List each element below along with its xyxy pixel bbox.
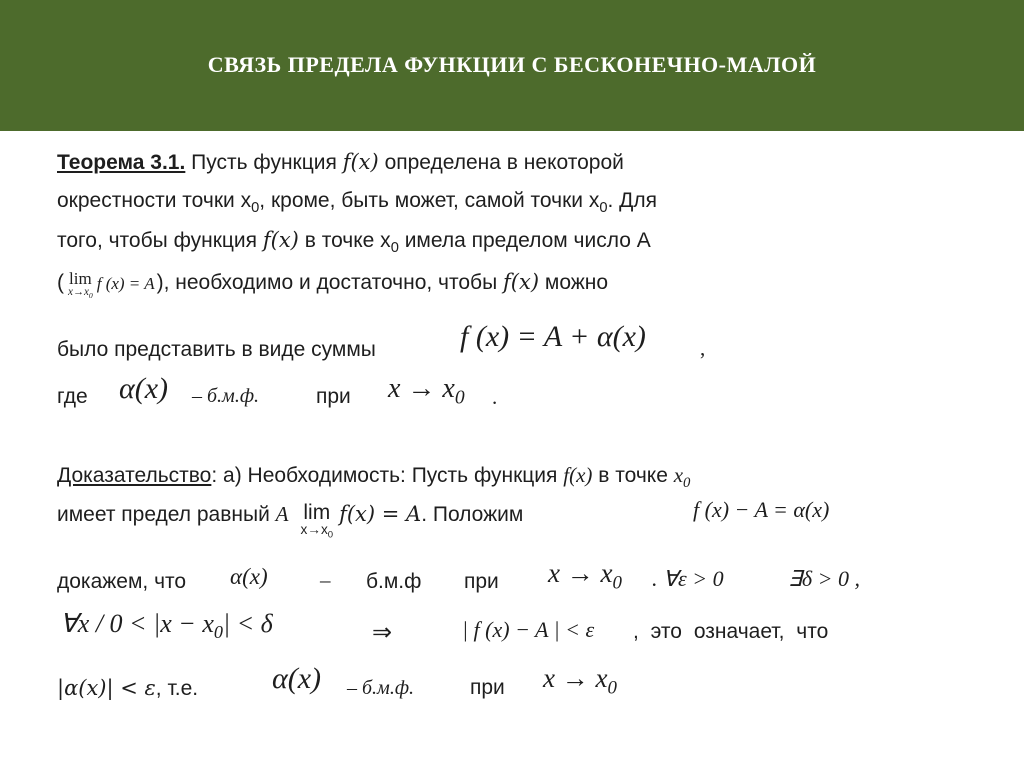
epsilon-condition: | f (x) − A | < ε	[462, 617, 595, 642]
pri-text: при	[316, 385, 351, 408]
math-fx: 𝑓(𝑥)	[342, 150, 379, 174]
theorem-text: можно	[539, 271, 609, 294]
formula-dot: .	[492, 385, 498, 409]
proof-text: : а) Необходимость: Пусть функция	[211, 464, 564, 487]
theorem-line-3	[57, 228, 651, 256]
lim-function: 𝑓(𝑥) = 𝐴	[339, 502, 422, 526]
limit-condition: $x \to x_0$	[388, 373, 465, 409]
lim-subscript: $x\to x_0$	[300, 522, 334, 541]
exists-delta: ∃δ > 0 ,	[788, 566, 860, 591]
theorem-text: было представить в виде суммы	[57, 338, 376, 361]
subscript: 0	[251, 200, 260, 217]
substitution-formula: f (x) − A = α(x)	[693, 497, 830, 522]
proof-text: , т.е.	[155, 677, 199, 700]
proof-text: в точке	[592, 464, 674, 487]
theorem-text: имела пределом число А	[398, 229, 651, 252]
math-fx: 𝑓(𝑥)	[262, 228, 299, 252]
page-title: СВЯЗЬ ПРЕДЕЛА ФУНКЦИИ С БЕСКОНЕЧНО-МАЛОЙ	[207, 52, 817, 77]
math-A: A	[275, 502, 289, 526]
pri-text: при	[470, 676, 505, 699]
pri-text: при	[464, 570, 499, 593]
bmf-text: б.м.ф	[366, 570, 422, 593]
theorem-text: ), необходимо и достаточно, чтобы	[156, 271, 504, 294]
alpha-formula: α(x)	[272, 662, 322, 695]
theorem-text: Пусть функция	[185, 151, 343, 174]
limit-expression	[300, 502, 333, 540]
lim-label: lim	[303, 501, 331, 524]
proof-text: докажем, что	[57, 570, 187, 593]
title-bar	[0, 0, 1024, 131]
proof-line-1	[57, 463, 690, 492]
theorem-text: окрестности точки x	[57, 189, 252, 212]
theorem-text: (	[57, 271, 64, 294]
limit-expression	[68, 270, 93, 300]
proof-line-5	[57, 676, 198, 701]
neighborhood-condition: ∀x / $0 < |x - x_0| < \delta$	[60, 609, 273, 643]
proof-line-2	[57, 502, 523, 540]
subscript: 0	[599, 200, 608, 217]
theorem-text: , кроме, быть может, самой точки x	[259, 189, 600, 212]
theorem-line-2	[57, 189, 657, 216]
proof-text: . Положим	[421, 503, 524, 526]
theorem-line-1	[57, 150, 624, 175]
math-x0: $x_0$	[673, 463, 691, 492]
alpha-formula: α(x)	[230, 564, 268, 589]
theorem-text: где	[57, 385, 88, 408]
forall-epsilon: . ∀ε > 0	[652, 566, 724, 591]
formula-comma: ,	[700, 336, 706, 360]
dash: –	[320, 568, 331, 592]
subscript: 0	[390, 240, 399, 257]
theorem-text: . Для	[607, 189, 658, 212]
theorem-line-5	[57, 338, 376, 362]
alpha-formula: α(x)	[119, 372, 169, 405]
math-fx: f(x)	[563, 463, 593, 487]
sum-formula: f (x) = A + α(x)	[460, 320, 646, 353]
limit-condition: $x \to x_0$	[543, 663, 617, 699]
limit-condition: $x \to x_0$	[548, 558, 622, 594]
theorem-text: того, чтобы функция	[57, 229, 263, 252]
bmf-text: – б.м.ф.	[347, 677, 415, 699]
theorem-text: определена в некоторой	[378, 151, 624, 174]
theorem-line-6	[57, 385, 88, 409]
lim-function: f (x) = A	[96, 274, 155, 293]
theorem-line-4	[57, 270, 608, 300]
implies-symbol: ⇒	[372, 620, 393, 646]
proof-line-3	[57, 570, 186, 594]
theorem-text: в точке x	[298, 229, 391, 252]
theorem-label: Теорема 3.1.	[57, 151, 186, 174]
bmf-text: – б.м.ф.	[192, 385, 260, 407]
math-fx: 𝑓(𝑥)	[503, 270, 540, 294]
alpha-abs: |𝛼(x)| < 𝜀	[57, 676, 156, 700]
proof-text: имеет предел равный	[57, 503, 276, 526]
proof-label: Доказательство	[57, 464, 212, 487]
lim-label: lim	[69, 269, 92, 288]
lim-subscript: $x\to x_0$	[68, 286, 93, 301]
proof-text: , это означает, что	[633, 620, 829, 643]
